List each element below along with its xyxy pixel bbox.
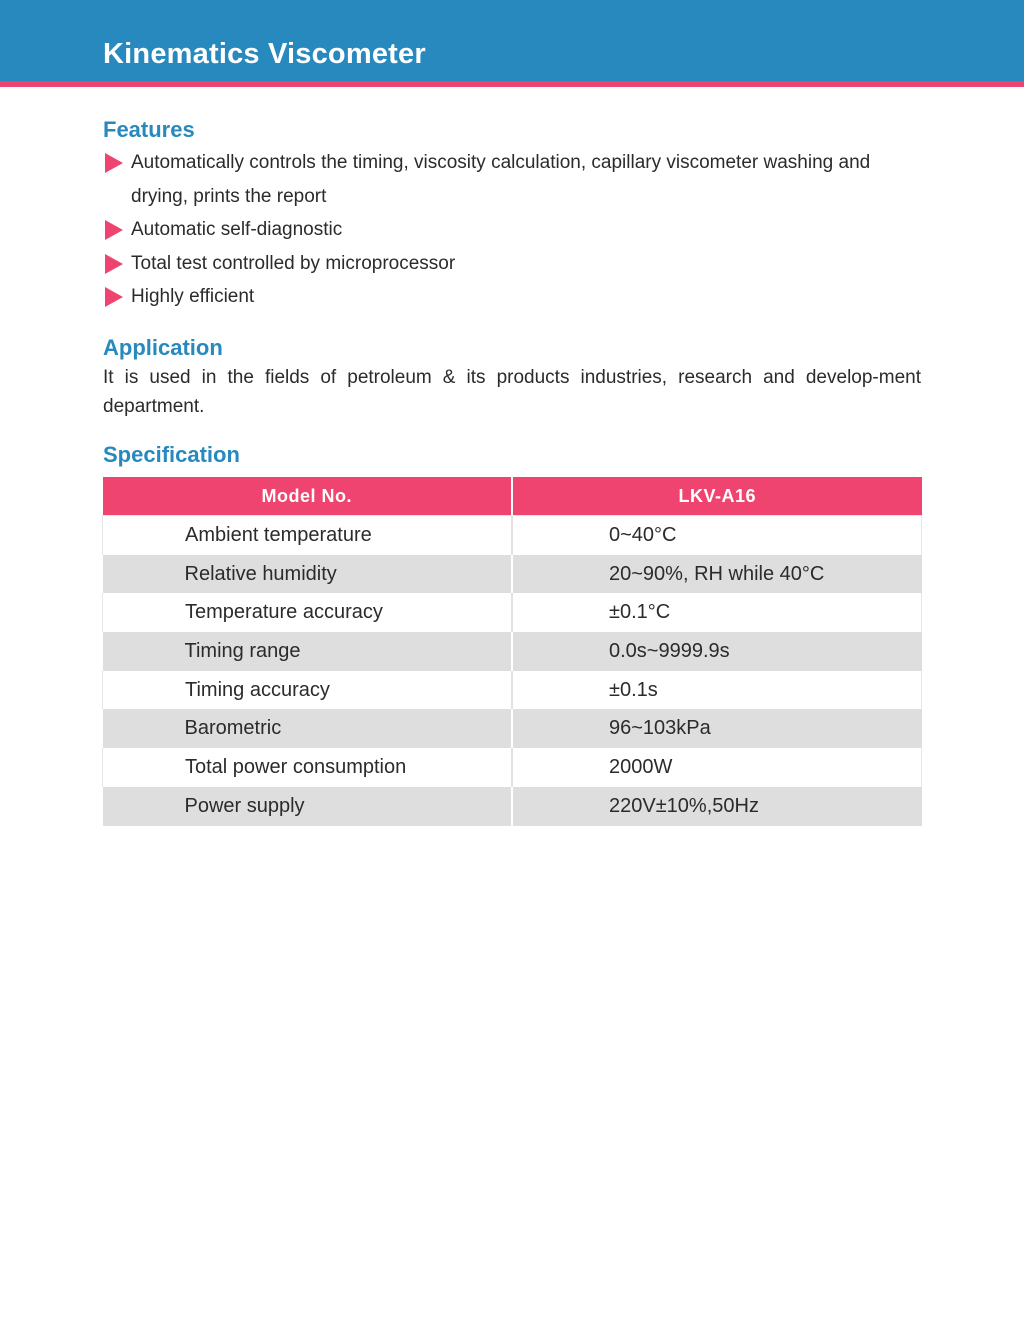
specification-table — [102, 477, 922, 826]
feature-text: Automatically controls the timing, viscosity calculation, capillary viscometer washing and drying, prints the report — [131, 152, 871, 207]
spec-parameter: Total power consumption — [103, 748, 513, 787]
spec-value: 0~40°C — [512, 516, 922, 555]
table-row — [103, 593, 922, 632]
spec-parameter: Timing accuracy — [103, 671, 513, 710]
spec-value: 96~103kPa — [512, 709, 922, 748]
triangle-right-icon — [105, 254, 123, 274]
column-header-value: LKV-A16 — [512, 477, 922, 516]
table-row — [103, 516, 922, 555]
table-row — [103, 632, 922, 671]
table-row — [103, 748, 922, 787]
feature-item — [103, 213, 923, 247]
spec-value: 20~90%, RH while 40°C — [512, 555, 922, 594]
features-heading: Features — [103, 117, 195, 142]
feature-list — [103, 146, 923, 314]
table-row — [103, 787, 922, 826]
feature-text: Total test controlled by microprocessor — [131, 252, 456, 274]
spec-parameter: Relative humidity — [103, 555, 513, 594]
application-text: It is used in the fields of petroleum & its products industries, research and develop-ment department. — [103, 367, 921, 417]
column-header-model: Model No. — [103, 477, 513, 516]
spec-parameter: Ambient temperature — [103, 516, 513, 555]
feature-text: Highly efficient — [131, 286, 255, 307]
spec-value: ±0.1°C — [512, 593, 922, 632]
header-accent-stripe — [0, 81, 1024, 87]
application-heading: Application — [103, 335, 223, 360]
feature-item — [103, 146, 923, 213]
feature-item — [103, 280, 923, 314]
triangle-right-icon — [105, 287, 123, 307]
feature-item — [103, 247, 923, 281]
triangle-right-icon — [105, 153, 123, 173]
specification-heading: Specification — [103, 442, 240, 467]
feature-text: Automatic self-diagnostic — [131, 219, 343, 240]
spec-value: 220V±10%,50Hz — [512, 787, 922, 826]
table-row — [103, 709, 922, 748]
spec-parameter: Timing range — [103, 632, 513, 671]
page-title: Kinematics Viscometer — [103, 38, 426, 70]
table-header-row — [103, 477, 922, 516]
triangle-right-icon — [105, 220, 123, 240]
table-row — [103, 671, 922, 710]
spec-value: 0.0s~9999.9s — [512, 632, 922, 671]
spec-parameter: Barometric — [103, 709, 513, 748]
spec-parameter: Temperature accuracy — [103, 593, 513, 632]
spec-value: 2000W — [512, 748, 922, 787]
spec-parameter: Power supply — [103, 787, 513, 826]
spec-value: ±0.1s — [512, 671, 922, 710]
table-row — [103, 555, 922, 594]
